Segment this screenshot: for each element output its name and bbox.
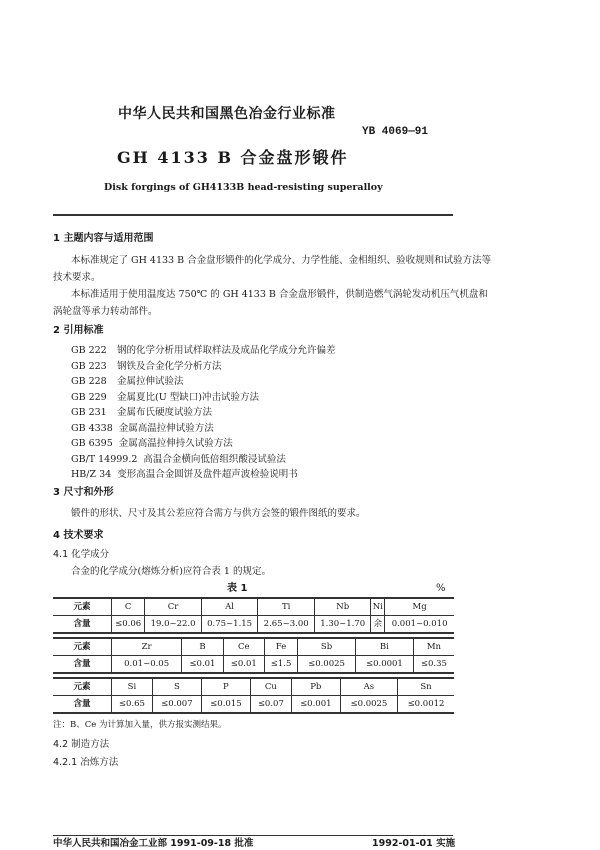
element-row — [53, 678, 454, 696]
content-cell: ≤0.07 — [250, 696, 291, 714]
content-cell: ≤0.01 — [182, 656, 223, 674]
content-cell: 0.001~0.010 — [385, 616, 454, 634]
reference-item — [71, 391, 259, 404]
reference-code: GB 229 — [71, 391, 107, 403]
reference-title: 金属高温拉伸试验方法 — [118, 422, 214, 434]
reference-title: 高温合金横向低倍组织酸浸试验法 — [143, 453, 286, 465]
document-subtitle: Disk forgings of GH4133B head-resisting superalloy — [104, 182, 383, 193]
row-label: 元素 — [53, 678, 112, 696]
content-cell: ≤0.0012 — [398, 696, 455, 714]
content-cell: ≤0.007 — [152, 696, 201, 714]
element-cell: Mg — [385, 598, 454, 616]
reference-title: 钢铁及合金化学分析方法 — [117, 360, 222, 372]
element-cell: Mn — [413, 638, 454, 656]
reference-title: 金属布氏硬度试验方法 — [117, 407, 213, 418]
content-cell: ≤0.0001 — [355, 656, 413, 674]
footer-divider — [53, 835, 453, 836]
reference-item — [71, 468, 298, 481]
content-cell: ≤0.0025 — [298, 656, 356, 674]
element-cell: Ni — [371, 598, 385, 616]
reference-code: GB 231 — [71, 407, 107, 418]
element-cell: Ti — [258, 598, 315, 616]
element-cell: Al — [201, 598, 258, 616]
content-cell: ≤0.001 — [291, 696, 340, 714]
reference-item — [71, 437, 233, 450]
row-label: 含量 — [53, 696, 112, 714]
composition-table-3 — [53, 677, 454, 714]
standard-number: YB 4069—91 — [362, 126, 429, 138]
content-cell: 2.65~3.00 — [258, 616, 315, 634]
content-cell: 19.0~22.0 — [145, 616, 202, 634]
content-cell: 0.75~1.15 — [201, 616, 258, 634]
reference-item — [71, 344, 336, 357]
reference-item — [71, 360, 222, 373]
row-label: 含量 — [53, 656, 112, 674]
element-cell: Fe — [265, 638, 298, 656]
section-4-heading: 4 技术要求 — [53, 530, 104, 541]
element-cell: Sn — [398, 678, 455, 696]
reference-item — [71, 375, 184, 388]
row-label: 元素 — [53, 638, 112, 656]
row-label: 含量 — [53, 616, 112, 634]
element-cell: Ce — [223, 638, 264, 656]
reference-code: HB/Z 34 — [71, 469, 112, 480]
table-note: 注：B、Ce 为计算加入量，供方报实测结果。 — [53, 720, 227, 730]
table-caption: 表 1 — [227, 583, 248, 594]
element-cell: C — [112, 598, 145, 616]
section-3-heading: 3 尺寸和外形 — [53, 487, 114, 498]
section-2-heading: 2 引用标准 — [53, 325, 104, 336]
reference-code: GB/T 14999.2 — [71, 453, 138, 465]
element-row — [53, 598, 454, 616]
section-1-paragraph: 技术要求。 — [53, 272, 101, 283]
section-1-paragraph: 本标准规定了 GH 4133 B 合金盘形锻件的化学成分、力学性能、金相组织、验收规则和试验方法等 — [71, 255, 492, 266]
section-4-1-paragraph: 合金的化学成分(熔炼分析)应符合表 1 的规定。 — [71, 566, 271, 577]
reference-code: GB 228 — [71, 376, 107, 387]
reference-code: GB 6395 — [71, 438, 113, 449]
element-cell: Zr — [112, 638, 182, 656]
section-1-paragraph: 本标准适用于使用温度达 750℃ 的 GH 4133 B 合金盘形锻件，供制造燃气涡轮发动机压气机盘和 — [71, 289, 488, 300]
element-cell: Bi — [355, 638, 413, 656]
reference-code: GB 4338 — [71, 422, 113, 434]
content-row — [53, 696, 454, 714]
content-cell: 0.01~0.05 — [112, 656, 182, 674]
content-cell: 1.30~1.70 — [314, 616, 371, 634]
element-cell: As — [340, 678, 397, 696]
content-cell: ≤0.0025 — [340, 696, 397, 714]
section-1-heading: 1 主题内容与适用范围 — [53, 233, 154, 244]
composition-table-2 — [53, 637, 454, 674]
reference-code: GB 222 — [71, 345, 107, 356]
content-cell: ≤0.015 — [201, 696, 250, 714]
section-3-paragraph: 锻件的形状、尺寸及其公差应符合需方与供方会签的锻件图纸的要求。 — [71, 508, 366, 519]
reference-code: GB 223 — [71, 360, 107, 372]
reference-title: 金属高温拉伸持久试验方法 — [118, 438, 233, 449]
effective-date: 1992-01-01 实施 — [372, 838, 456, 849]
element-cell: Si — [112, 678, 153, 696]
content-cell: ≤0.65 — [112, 696, 153, 714]
document-title: GH 4133 B 合金盘形锻件 — [117, 148, 349, 167]
content-cell: ≤1.5 — [265, 656, 298, 674]
element-cell: Pb — [291, 678, 340, 696]
content-row — [53, 616, 454, 634]
section-4-2-heading: 4.2 制造方法 — [53, 739, 110, 750]
content-cell: ≤0.35 — [413, 656, 454, 674]
content-row — [53, 656, 454, 674]
section-4-2-1-heading: 4.2.1 冶炼方法 — [53, 757, 119, 768]
reference-title: 变形高温合金圆饼及盘件超声波检验说明书 — [117, 469, 298, 480]
element-cell: S — [152, 678, 201, 696]
content-cell: ≤0.06 — [112, 616, 145, 634]
content-cell: ≤0.01 — [223, 656, 264, 674]
section-1-paragraph: 涡轮盘等承力转动部件。 — [53, 306, 158, 317]
header-divider — [53, 214, 453, 216]
approval-info: 中华人民共和国冶金工业部 1991-09-18 批准 — [53, 838, 254, 849]
element-cell: P — [201, 678, 250, 696]
reference-item — [71, 422, 214, 435]
content-cell: 余 — [371, 616, 385, 634]
section-4-1-heading: 4.1 化学成分 — [53, 549, 110, 560]
composition-table-1 — [53, 597, 454, 634]
element-row — [53, 638, 454, 656]
standard-organization: 中华人民共和国黑色冶金行业标准 — [118, 106, 336, 122]
row-label: 元素 — [53, 598, 112, 616]
element-cell: Nb — [314, 598, 371, 616]
reference-item — [71, 453, 286, 466]
element-cell: Cr — [145, 598, 202, 616]
element-cell: Cu — [250, 678, 291, 696]
element-cell: Sb — [298, 638, 356, 656]
table-unit: % — [436, 583, 446, 594]
reference-item — [71, 406, 212, 419]
reference-title: 金属夏比(U 型缺口)冲击试验方法 — [117, 391, 259, 403]
reference-title: 钢的化学分析用试样取样法及成品化学成分允许偏差 — [117, 345, 336, 356]
element-cell: B — [182, 638, 223, 656]
reference-title: 金属拉伸试验法 — [117, 376, 184, 387]
